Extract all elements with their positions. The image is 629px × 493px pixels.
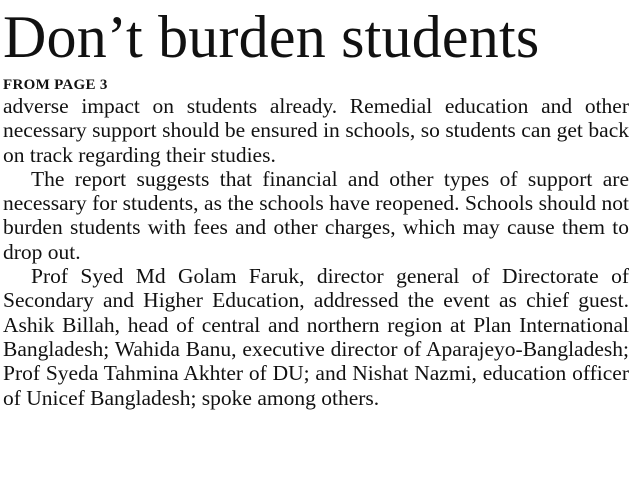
jump-line: FROM PAGE 3 <box>3 77 108 93</box>
article-body <box>3 94 629 410</box>
headline: Don’t burden students <box>3 4 540 70</box>
article <box>3 0 629 410</box>
paragraph-3: Prof Syed Md Golam Faruk, director general of Directorate of Secondary and Higher Education, addressed the event as chief guest. Ashik Billah, head of central and northern region at Plan International Bangladesh; Wahida Banu, executive director of Aparajeyo-Bangladesh; Prof Syeda Tahmina Akhter of DU; and Nishat Nazmi, education officer of Unicef Bangladesh; spoke among others. <box>3 264 629 410</box>
paragraph-2: The report suggests that financial and other types of support are necessary for students, as the schools have reopened. Schools should not burden students with fees and other charges, which may cause them to drop out. <box>3 166 629 264</box>
paragraph-1: adverse impact on students already. Remedial education and other necessary support should be ensured in schools, so students can get back on track regarding their studies. <box>3 94 629 167</box>
